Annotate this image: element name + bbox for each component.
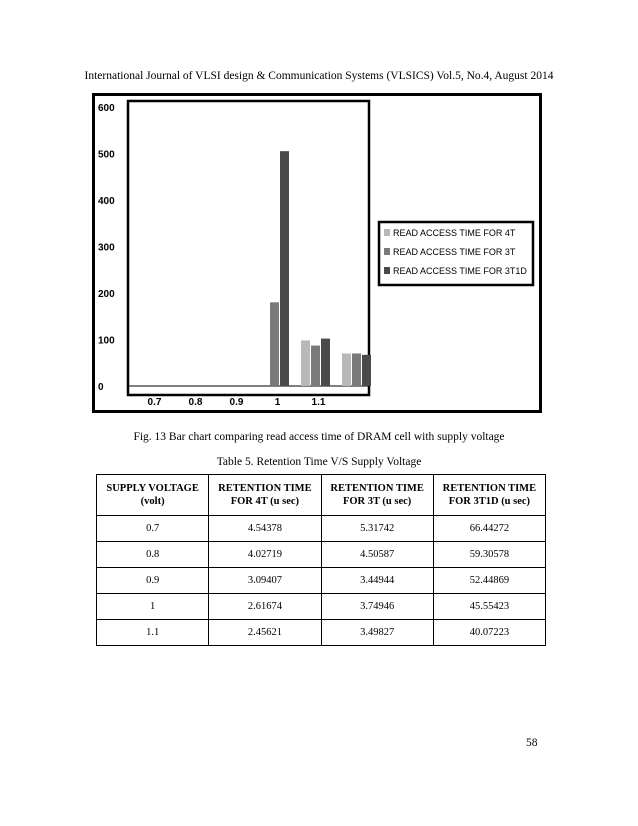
header-line: RETENTION TIME: [218, 483, 312, 494]
table-cell: 40.07223: [433, 620, 545, 646]
journal-header: International Journal of VLSI design & Communication Systems (VLSICS) Vol.5, No.4, August 2014: [84, 70, 554, 82]
table-cell: 1: [97, 594, 209, 620]
retention-table: [96, 474, 546, 646]
table-cell: 59.30578: [433, 542, 545, 568]
header-line: (volt): [140, 496, 165, 507]
table-cell: 52.44869: [433, 568, 545, 594]
table-cell: 45.55423: [433, 594, 545, 620]
legend-swatch: [384, 248, 390, 255]
table-cell: 0.7: [97, 516, 209, 542]
col-header-supply-voltage: [97, 475, 209, 516]
table-cell: 1.1: [97, 620, 209, 646]
header-line: RETENTION TIME: [330, 483, 424, 494]
legend-label: READ ACCESS TIME FOR 3T1D: [393, 266, 527, 276]
table-cell: 66.44272: [433, 516, 545, 542]
y-tick-label: 0: [98, 382, 104, 393]
legend-label: READ ACCESS TIME FOR 3T: [393, 247, 516, 257]
figure-caption: Fig. 13 Bar chart comparing read access time of DRAM cell with supply voltage: [133, 431, 505, 443]
table-cell: 5.31742: [321, 516, 433, 542]
table-cell: 0.8: [97, 542, 209, 568]
x-tick-label: 1.1: [311, 397, 326, 408]
table-cell: 3.74946: [321, 594, 433, 620]
col-header-3t1d: [433, 475, 545, 516]
table-header-row: [97, 475, 546, 516]
table-row: [97, 620, 546, 646]
table-cell: 0.9: [97, 568, 209, 594]
y-tick-label: 500: [98, 149, 115, 161]
bar: [301, 340, 310, 386]
y-tick-label: 100: [98, 335, 115, 347]
header-line: FOR 3T (u sec): [342, 496, 412, 507]
table-cell: 4.50587: [321, 542, 433, 568]
table-row: [97, 594, 546, 620]
table-title: Table 5. Retention Time V/S Supply Voltage: [216, 456, 422, 468]
bar: [352, 353, 361, 386]
table-row: [97, 516, 546, 542]
y-tick-label: 300: [98, 242, 115, 254]
x-tick-label: 0.7: [147, 397, 162, 408]
bar: [342, 353, 351, 386]
header-line: SUPPLY VOLTAGE: [106, 483, 199, 494]
table-row: [97, 542, 546, 568]
header-line: FOR 3T1D (u sec): [448, 496, 531, 507]
legend-label: READ ACCESS TIME FOR 4T: [393, 228, 516, 238]
chart-frame: [92, 93, 542, 413]
col-header-3t: [321, 475, 433, 516]
table-row: [97, 568, 546, 594]
x-tick-label: 0.8: [188, 397, 203, 408]
page-number: 58: [526, 737, 538, 749]
table-cell: 3.44944: [321, 568, 433, 594]
x-tick-label: 0.9: [229, 397, 244, 408]
col-header-4t: [209, 475, 321, 516]
bar: [321, 339, 330, 386]
table-cell: 3.49827: [321, 620, 433, 646]
table-cell: 3.09407: [209, 568, 321, 594]
bar-chart: [95, 96, 539, 410]
legend-swatch: [384, 267, 390, 274]
table-cell: 4.02719: [209, 542, 321, 568]
table-cell: 2.61674: [209, 594, 321, 620]
table-cell: 2.45621: [209, 620, 321, 646]
y-tick-label: 400: [98, 196, 115, 207]
y-tick-label: 200: [98, 289, 115, 300]
bar: [362, 355, 371, 386]
legend-swatch: [384, 229, 390, 236]
x-tick-label: 1: [274, 397, 281, 408]
bar: [311, 346, 320, 386]
bar: [270, 302, 279, 386]
header-line: FOR 4T (u sec): [230, 496, 300, 507]
header-line: RETENTION TIME: [442, 483, 537, 494]
table-cell: 4.54378: [209, 516, 321, 542]
y-tick-label: 600: [98, 103, 115, 114]
plot-area-border: [128, 101, 369, 395]
bar: [280, 151, 289, 386]
